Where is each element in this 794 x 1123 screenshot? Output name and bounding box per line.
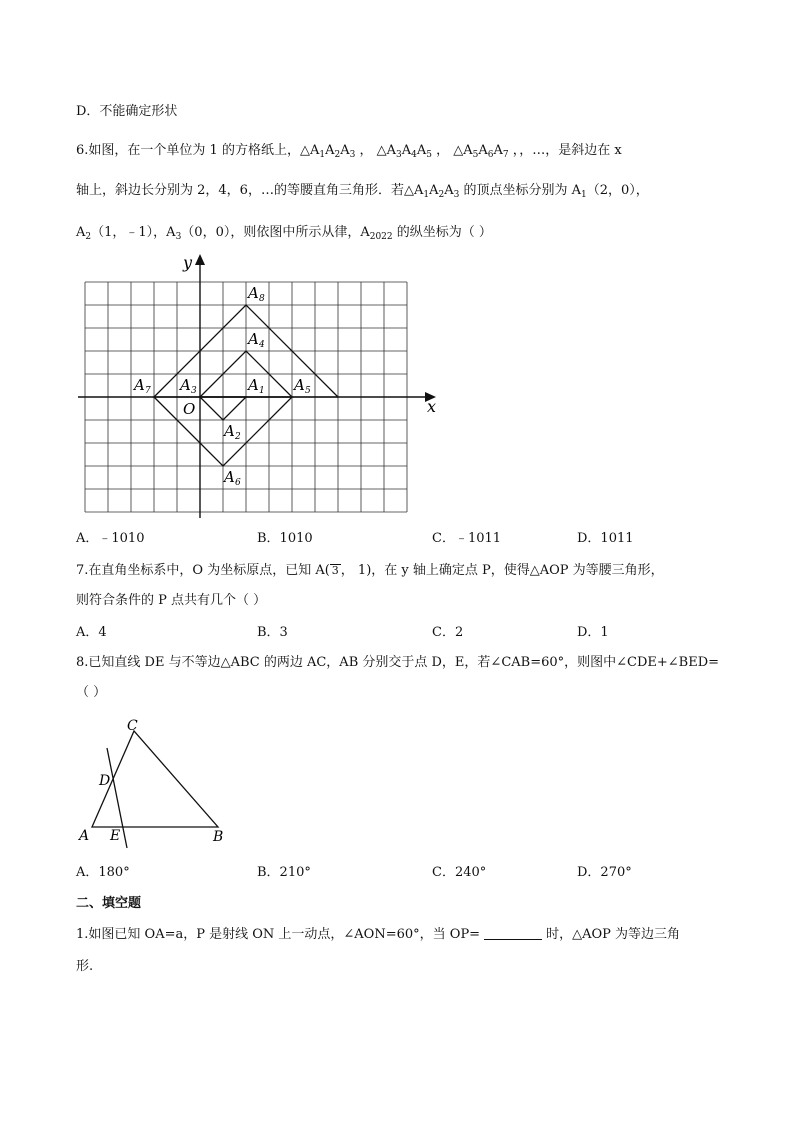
fill1-line1-b: 时，△AOP 为等边三角 — [546, 927, 681, 942]
svg-text:A: A — [248, 376, 259, 394]
svg-text:2: 2 — [235, 432, 241, 442]
q6-line3-a: A — [76, 225, 86, 240]
q7-option-b: B．3 — [257, 625, 288, 640]
svg-text:A: A — [248, 284, 259, 302]
q6-line3-b: （1，﹣1），A — [91, 225, 176, 240]
label-a4 — [246, 330, 265, 350]
fill1-line1-a: 1.如图已知 OA=a，P 是射线 ON 上一动点，∠AON=60°，当 OP= — [76, 927, 481, 942]
q8-option-b: B．210° — [257, 865, 311, 880]
label-a2 — [222, 422, 241, 442]
q7-option-c: C．2 — [432, 625, 464, 640]
label-a7 — [132, 376, 151, 396]
label-a3 — [178, 376, 197, 396]
svg-text:5: 5 — [305, 386, 311, 396]
axis-y-label: y — [183, 253, 193, 272]
q7-option-a: A．4 — [76, 625, 107, 640]
label-d: D — [99, 773, 111, 789]
q7-option-d: D．1 — [577, 625, 609, 640]
fill1-line-1 — [76, 926, 680, 944]
q6-tri2: $\triangle A_3A_4A_5$ ， — [376, 143, 450, 160]
q6-line1-prefix: 6.如图，在一个单位为 1 的方格纸上， — [76, 143, 300, 158]
q7-line-2: 则符合条件的 P 点共有几个（ ） — [76, 593, 267, 608]
section-title-fill-in: 二、填空题 — [76, 896, 142, 911]
q6-option-a: A．﹣1010 — [76, 531, 145, 546]
q8-triangle-figure — [77, 718, 223, 848]
q6-line2-a: 轴上，斜边长分别为 2，4，6，…的等腰直角三角形．若△A — [76, 183, 424, 198]
svg-text:A: A — [134, 376, 145, 394]
q6-line3-d: 的纵坐标为（ ） — [396, 225, 492, 240]
q6-line-2: 轴上，斜边长分别为 2，4，6，…的等腰直角三角形．若$\triangle A_1A_2A_3$ 的顶点坐标分别为 $A_1(2$，0）， — [76, 183, 649, 200]
answer-blank[interactable] — [484, 927, 542, 940]
q6-tri3: $\triangle A_5A_6A_7$ ， — [453, 143, 520, 160]
svg-text:1: 1 — [259, 386, 265, 396]
label-a1 — [246, 376, 265, 396]
svg-text:8: 8 — [259, 294, 265, 304]
label-a6 — [222, 468, 241, 488]
svg-text:A: A — [224, 422, 235, 440]
q6-line2-c: （2，0）， — [586, 183, 649, 198]
q5-option-d: D．不能确定形状 — [76, 104, 178, 119]
q6-option-b: B．1010 — [257, 531, 313, 546]
q8-line-2: （ ） — [76, 685, 107, 700]
q8-line-1: 8.已知直线 DE 与不等边△ABC 的两边 AC，AB 分别交于点 D，E，若∠CAB=60°，则图中∠CDE+∠BED= — [76, 655, 720, 670]
q7-line1-a: 7.在直角坐标系中，O 为坐标原点，已知 A( — [76, 563, 330, 578]
svg-text:A: A — [294, 376, 305, 394]
svg-text:A: A — [224, 468, 235, 486]
q8-option-a: A．180° — [76, 865, 130, 880]
q6-option-d: D．1011 — [577, 531, 634, 546]
label-b: B — [213, 829, 224, 845]
fill1-line-2: 形. — [76, 959, 94, 974]
sqrt-3: 3 — [331, 564, 339, 577]
axis-x-label: x — [427, 397, 437, 416]
label-a: A — [79, 828, 90, 844]
label-e: E — [110, 828, 121, 844]
q6-option-c: C．﹣1011 — [432, 531, 502, 546]
label-a5 — [292, 376, 311, 396]
q6-line3-c: （0，0），则依图中所示从律，A — [181, 225, 370, 240]
label-a8 — [246, 284, 265, 304]
svg-text:4: 4 — [259, 340, 265, 350]
y-axis-arrow — [195, 254, 205, 265]
q8-option-c: C．240° — [432, 865, 487, 880]
q7-line1-b: ， 1)，在 y 轴上确定点 P，使得△AOP 为等腰三角形， — [340, 563, 664, 578]
label-c: C — [127, 718, 138, 734]
svg-text:6: 6 — [235, 478, 241, 488]
triangle-abc — [92, 731, 218, 827]
svg-text:7: 7 — [145, 386, 151, 396]
origin-label: O — [183, 400, 196, 418]
q6-sub-2022: 2022 — [369, 232, 393, 242]
svg-text:3: 3 — [191, 386, 197, 396]
svg-text:A: A — [180, 376, 191, 394]
q6-tri1: $\triangle A_1A_2A_3$ ， — [299, 143, 373, 160]
q6-line2-b: 的顶点坐标分别为 A — [463, 183, 581, 198]
q6-line1-suffix: ，…，是斜边在 x — [519, 143, 622, 158]
q6-line-3: $A_2(1$，﹣1），$A_3(0$，0），则依图中所示从律，$A_{2022}$ 的纵坐标为（ ） — [76, 225, 492, 242]
svg-text:A: A — [248, 330, 259, 348]
q8-option-d: D．270° — [577, 865, 632, 880]
q7-line-1 — [76, 562, 664, 580]
